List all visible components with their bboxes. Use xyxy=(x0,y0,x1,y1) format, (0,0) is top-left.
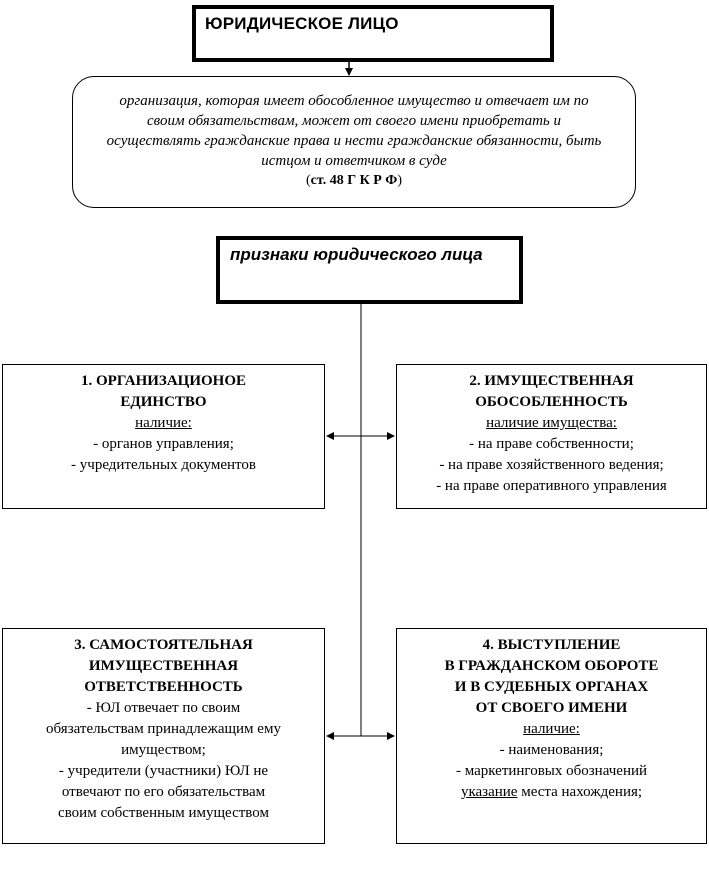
card-line: обязательствам принадлежащим ему xyxy=(46,721,281,737)
card-sublabel: наличие: xyxy=(135,415,192,431)
card-heading-line: ИМУЩЕСТВЕННАЯ xyxy=(88,658,239,674)
card-sublabel: наличие имущества: xyxy=(486,415,617,431)
definition-text: организация, которая имеет обособленное имущество и отвечает им по своим обязательствам, может от своего имени приобретать и осуществлять гражданские права и нести гражданские обязанности, быть истцом и ответчиком в суде xyxy=(106,93,602,169)
card-heading-line: 3. САМОСТОЯТЕЛЬНАЯ xyxy=(74,637,253,653)
card-property-separation xyxy=(396,364,707,509)
card-line: указание места нахождения; xyxy=(460,784,643,800)
card-line: - органов управления; xyxy=(93,436,234,452)
definition-reference: (ст. 48 Г К Р Ф) xyxy=(305,173,403,188)
card-line: - учредительных документов xyxy=(71,457,256,473)
card-heading-line: 1. ОРГАНИЗАЦИОНОЕ xyxy=(81,373,246,389)
card-organizational-unity xyxy=(2,364,325,509)
card-heading-line: ОБОСОБЛЕННОСТЬ xyxy=(475,394,628,410)
card-line: имуществом; xyxy=(121,742,206,758)
card-independent-liability xyxy=(2,628,325,844)
card-line: отвечают по его обязательствам xyxy=(61,784,266,800)
card-sublabel: наличие: xyxy=(523,721,580,737)
card-heading-line: ЕДИНСТВО xyxy=(120,394,207,410)
card-line: - наименования; xyxy=(499,742,604,758)
card-heading-line: ОТ СВОЕГО ИМЕНИ xyxy=(475,700,628,716)
definition-box xyxy=(72,76,636,208)
signs-title: признаки юридического лица xyxy=(216,236,523,304)
card-line: - учредители (участники) ЮЛ не xyxy=(58,763,269,779)
card-line: - на праве оперативного управления xyxy=(436,478,667,494)
card-civil-circulation xyxy=(396,628,707,844)
card-line: - ЮЛ отвечает по своим xyxy=(86,700,241,716)
card-line: своим собственным имуществом xyxy=(58,805,269,821)
card-line: - на праве собственности; xyxy=(469,436,634,452)
card-heading-line: И В СУДЕБНЫХ ОРГАНАХ xyxy=(454,679,649,695)
card-heading-line: ОТВЕТСТВЕННОСТЬ xyxy=(84,679,243,695)
card-line: - маркетинговых обозначений xyxy=(455,763,648,779)
card-line: - на праве хозяйственного ведения; xyxy=(439,457,664,473)
card-heading-line: В ГРАЖДАНСКОМ ОБОРОТЕ xyxy=(444,658,659,674)
card-heading-line: 4. ВЫСТУПЛЕНИЕ xyxy=(482,637,621,653)
legal-entity-title: ЮРИДИЧЕСКОЕ ЛИЦО xyxy=(192,5,554,62)
card-heading-line: 2. ИМУЩЕСТВЕННАЯ xyxy=(469,373,634,389)
